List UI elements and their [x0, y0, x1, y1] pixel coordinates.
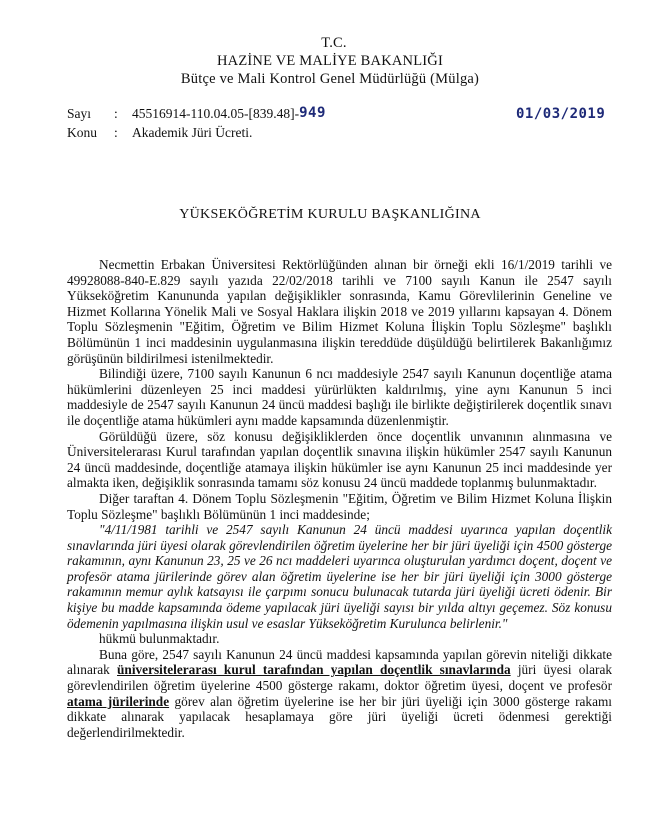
paragraph-5-part-c: görev alan öğretim üyelerine ise her bir jüri üyeliği için 3000 gösterge rakamı dikkate alınarak yapılacak hesaplamaya göre jüri üyeliği ücreti ödenmesi gerektiği değerlendirilmektedir. — [67, 693, 613, 740]
paragraph-5-part-b: jüri üyesi olarak görevlendirilen öğretim üyelerine 4500 gösterge rakamı, doktor öğretim üyesi, doçent ve profesör — [67, 662, 613, 694]
hukmu-line: hükmü bulunmaktadır. — [99, 631, 220, 647]
quoted-provision: "4/11/1981 tarihli ve 2547 sayılı Kanunun 24 üncü maddesi uyarınca yapılan doçentlik sınavlarında jüri üyesi olarak görevlendirilen öğretim üyelerine her bir jüri üyeliği için 4500 gösterge rakamının, aynı Kanunun 23, 25 ve 26 ncı maddeleri uyarınca oluşturulan yardımcı doçent, doçent ve profesör atama jürilerinde görev alan öğretim üyelerine ise her bir jüri üyeliği için 3000 gösterge rakamının memur aylık katsayısı ile çarpımı sonucu bulunacak tutarda jüri üyeliği ücreti ödenir. Bir kişiye bu madde kapsamında ödeme yapılacak jüri üyeliği sayısı bir yılda altıyı geçemez. Söz konusu ödemenin yapılmasına ilişkin usul ve esaslar Yükseköğretim Kurulunca belirlenir." — [67, 522, 612, 631]
sayi-handwritten-number: 949 — [299, 105, 326, 121]
addressee: YÜKSEKÖĞRETİM KURULU BAŞKANLIĞINA — [179, 207, 481, 222]
sayi-label: Sayı — [67, 106, 92, 121]
paragraph-5-part-a: Buna göre, 2547 sayılı Kanunun 24 üncü maddesi kapsamında yapılan görevin niteliği dikkate alınarak — [67, 646, 612, 678]
letterhead — [0, 34, 660, 88]
paragraph-3: Görüldüğü üzere, söz konusu değişikliklerden önce doçentlik unvanının alınmasına ve Üniversitelerarası Kurul tarafından yapılan doçentlik sınavına ilişkin hükümler 2547 sayılı Kanunun 24 üncü maddesinde, doçentliğe atamaya ilişkin hükümler ise aynı Kanunun 25 inci maddesinde yer almakta iken, değişiklik sonrasında tamamı söz konusu 24 üncü maddede toplanmış bulunmaktadır. — [67, 428, 612, 491]
underlined-doçentlik-sinavlari: üniversitelerarası kurul tarafından yapılan doçentlik sınavlarında — [117, 662, 511, 678]
sayi-value: 45516914-110.04.05-[839.48]- — [132, 106, 300, 121]
handwritten-date: 01/03/2019 — [516, 106, 606, 122]
konu-label: Konu — [67, 125, 97, 140]
letterhead-country: T.C. — [321, 35, 347, 51]
konu-value: Akademik Jüri Ücreti. — [132, 125, 253, 140]
paragraph-1: Necmettin Erbakan Üniversitesi Rektörlüğünden alınan bir örneği ekli 16/1/2019 tarihli ve 49928088-840-E.829 sayılı yazıda 22/02/2018 tarihli ve 7100 sayılı Kanun ile 2547 sayılı Yükseköğretim Kanununda yapılan değişiklikler sonrasında, Kamu Görevlilerinin Geneline ve Hizmet Kollarına Yönelik Mali ve Sosyal Haklara ilişkin 2018 ve 2019 yıllarını kapsayan 4. Dönem Toplu Sözleşmenin "Eğitim, Öğretim ve Bilim Hizmet Koluna İlişkin Toplu Sözleşme" başlıklı Bölümünün 1 inci maddesinin uygulanmasına ilişkin tereddüde düşüldüğü belirtilerek Bakanlığımız görüşünün bildirilmesi istenilmektedir. — [67, 257, 612, 366]
sayi-row — [67, 104, 326, 123]
paragraph-4: Diğer taraftan 4. Dönem Toplu Sözleşmenin "Eğitim, Öğretim ve Bilim Hizmet Koluna İlişkin Toplu Sözleşme" başlıklı Bölümünün 1 inci maddesinde; — [67, 490, 612, 522]
sayi-colon: : — [114, 106, 118, 121]
letterhead-department: Bütçe ve Mali Kontrol Genel Müdürlüğü (Mülga) — [180, 71, 480, 87]
paragraph-5 — [67, 647, 612, 741]
underlined-atama-jurileri: atama jürilerinde — [67, 693, 170, 709]
konu-row — [67, 123, 326, 142]
paragraph-2: Bilindiği üzere, 7100 sayılı Kanunun 6 ncı maddesiyle 2547 sayılı Kanunun doçentliğe atama hükümlerini düzenleyen 25 inci maddesi yürürlükten kaldırılmış, yine aynı Kanunun 5 inci maddesiyle de 2547 sayılı Kanunun 24 üncü maddesi başlığı ile birlikte değiştirilerek doçentlik sınavı ile doçentliğe atama hükümleri aynı madde kapsamında düzenlenmiştir. — [67, 366, 612, 428]
letterhead-ministry: HAZİNE VE MALİYE BAKANLIĞI — [216, 53, 444, 69]
letter-body — [67, 257, 612, 740]
konu-colon: : — [114, 125, 118, 140]
letter-meta — [67, 104, 326, 142]
